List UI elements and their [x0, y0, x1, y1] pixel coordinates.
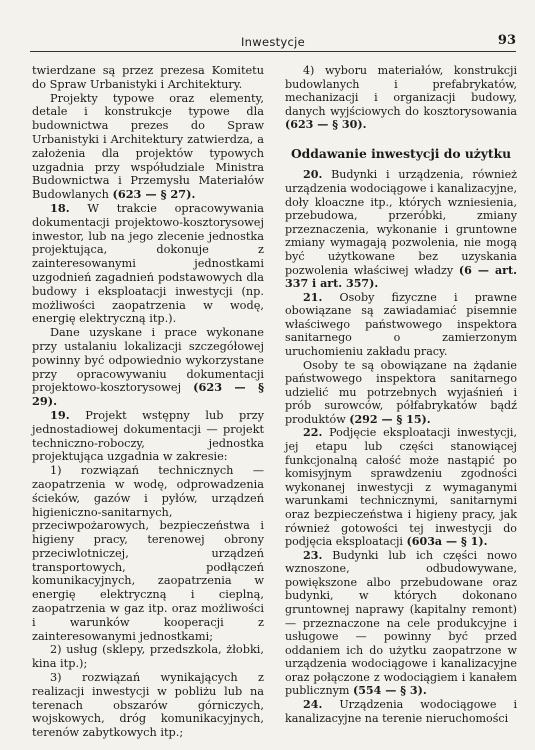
- paragraph-21: [285, 291, 517, 359]
- paragraph-data-obtained: [32, 326, 264, 409]
- paragraph-number: 24.: [303, 698, 323, 712]
- list-item: 1) rozwiązań technicznych — zaopatrzenia w wodę, odprowadzenia ścieków, gazów i pyłów, urządzeń higieniczno-sanitarnych, przeciwpożarowych, bezpieczeństwa i higieny pracy, terenowej obrony przeciwlotniczej, urządzeń transportowych, podłączeń komunikacyjnych, zaopatrzenia w energię elektryczną i cieplną, zaopatrzenia w gaz itp. oraz możliwości i warunków kooperacji z zainteresowanymi jednostkami;: [32, 464, 264, 643]
- paragraph-text: Dane uzyskane i prace wykonane przy ustalaniu lokalizacji szczegółowej powinny być odpowiednio wykorzystane przy opracowywaniu dokumentacji projektowo-kosztorysowej: [32, 326, 264, 395]
- page-number: 93: [497, 33, 516, 48]
- paragraph-text: W trakcie opracowywania dokumentacji projektowo-kosztorysowej inwestor, lub na jego zlecenie jednostka projektująca, dokonuje z zainteresowanymi jednostkami uzgodnień zagadnień podstawowych dla budowy i eksploatacji inwestycji (np. możliwości zaopatrzenia w wodę, energię elektryczną itp.).: [32, 201, 264, 326]
- paragraph-23: [285, 549, 517, 698]
- paragraph-text: Budynki lub ich części nowo wznoszone, odbudowywane, powiększone albo przebudowane oraz budynki, w których dokonano gruntownej naprawy (kapitalny remont) — przeznaczone na cele produkcyjne i usługowe — powinny być przed oddaniem ich do użytku zaopatrzone w urządzenia wodociągowe i kanalizacyjne oraz połączone z wodociągiem i kanałem publicznym: [285, 548, 517, 698]
- paragraph-22: [285, 426, 517, 548]
- paragraph-text: Budynki i urządzenia, również urządzenia wodociągowe i kanalizacyjne, doły kloaczne itp., których wzniesienia, przebudowa, przeróbki, zmiany przeznaczenia, wykonanie i gruntowne zmiany wymagają pozwolenia, nie mogą być użytkowane bez uzyskania pozwolenia właściwej władzy: [285, 168, 517, 277]
- paragraph-text: Podjęcie eksploatacji inwestycji, jej etapu lub części stanowiącej funkcjonalną całość może nastąpić po komisyjnym sprawdzeniu zgodności wykonanej inwestycji z wymaganymi warunkami technicznymi, sanitarnymi oraz bezpieczeństwa i higieny pracy, jak również gotowości tej inwestycji do podjęcia eksploatacji: [285, 426, 517, 549]
- paragraph-text: Projekty typowe oraz elementy, detale i konstrukcje typowe dla budownictwa prezes do Spraw Urbanistyki i Architektury zatwierdza, a założenia dla projektów typowych uzgadnia przy współudziale Ministra Budownictwa i Przemysłu Materiałów Budowlanych: [32, 91, 264, 202]
- running-title: Inwestycje: [240, 35, 306, 49]
- paragraph-number: 22.: [303, 426, 323, 440]
- legal-reference: (554 — § 3).: [352, 684, 427, 698]
- paragraph-21-cont: [285, 359, 517, 427]
- paragraph-number: 23.: [303, 548, 323, 562]
- legal-reference: (6 — art. 337 i art. 357).: [285, 263, 517, 291]
- list-item: [285, 64, 517, 132]
- legal-reference: (292 — § 15).: [349, 412, 431, 426]
- paragraph-typical-projects: [32, 92, 264, 202]
- paragraph-text: Urządzenia wodociągowe i kanalizacyjne na terenie nieruchomości: [285, 698, 517, 725]
- paragraph-text: Projekt wstępny lub przy jednostadiowej dokumentacji — projekt techniczno-roboczy, jednostka projektująca uzgadnia w zakresie:: [32, 408, 264, 464]
- paragraph-18: [32, 202, 264, 326]
- legal-reference: (603a — § 1).: [406, 535, 488, 549]
- paragraph-number: 18.: [50, 200, 70, 215]
- list-item: 3) rozwiązań wynikających z realizacji inwestycji w pobliżu lub na terenach obszarów górniczych, wojskowych, dróg komunikacyjnych, terenów zabytkowych itp.;: [32, 671, 264, 740]
- paragraph-19: [32, 409, 264, 464]
- paragraph-continuation: twierdzane są przez prezesa Komitetu do Spraw Urbanistyki i Architektury.: [32, 64, 264, 91]
- paragraph-text: Osoby fizyczne i prawne obowiązane są zawiadamiać pisemnie właściwego państwowego inspektora sanitarnego o zamierzonym uruchomieniu zakładu pracy.: [285, 290, 517, 358]
- paragraph-number: 20.: [303, 168, 323, 182]
- right-column: [285, 64, 517, 725]
- paragraph-text: Osoby te są obowiązane na żądanie państwowego inspektora sanitarnego udzielić mu potrzebnych wyjaśnień i prób surowców, półfabrykatów bądź produktów: [285, 358, 517, 426]
- legal-reference: (623 — § 27).: [112, 187, 196, 202]
- legal-reference: (623 — § 30).: [285, 118, 367, 132]
- list-item: 2) usług (sklepy, przedszkola, żłobki, kina itp.);: [32, 643, 264, 671]
- running-header: [30, 29, 516, 52]
- paragraph-20: [285, 168, 517, 290]
- legal-reference: (623 — § 29).: [32, 380, 265, 409]
- paragraph-24: [285, 698, 517, 725]
- paragraph-number: 21.: [303, 290, 323, 304]
- scope-list: [32, 464, 264, 740]
- left-column: [32, 64, 264, 740]
- paragraph-text: 4) wyboru materiałów, konstrukcji budowlanych i prefabrykatów, mechanizacji i organizacji budowy, danych wyjściowych do kosztorysowania: [285, 64, 517, 118]
- section-heading: Oddawanie inwestycji do użytku: [290, 145, 512, 161]
- paragraph-number: 19.: [50, 407, 70, 422]
